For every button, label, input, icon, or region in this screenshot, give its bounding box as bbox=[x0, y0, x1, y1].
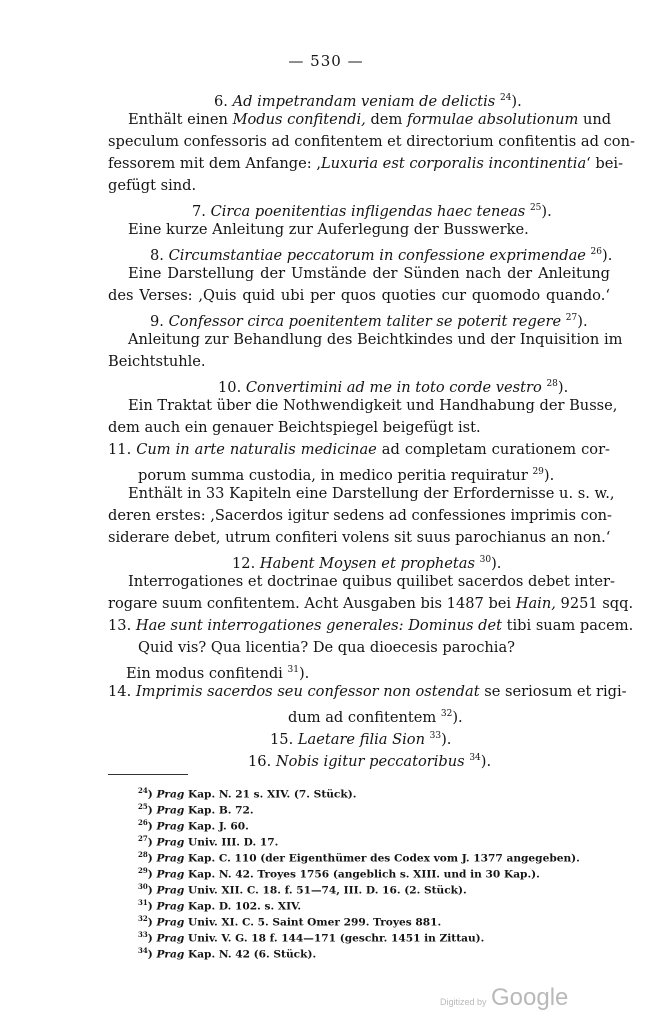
entry-6-line: fessorem mit dem Anfange: ,Luxuria est corporalis incontinentia‘ bei- bbox=[108, 155, 624, 172]
page-number: — 530 — bbox=[288, 52, 364, 70]
entry-6-line: gefügt sind. bbox=[108, 177, 197, 194]
digitized-watermark: Digitized by Google bbox=[440, 984, 569, 1011]
footnote: $^{24}$) Prag Kap. N. 21 s. XIV. (7. Stück). bbox=[138, 786, 357, 801]
entry-11-heading: 11. Cum in arte naturalis medicinae ad completam curationem cor- bbox=[108, 441, 610, 458]
entry-6-line: speculum confessoris ad confitentem et directorium confitentis ad con- bbox=[108, 133, 635, 150]
entry-11-line: siderare debet, utrum confiteri volens sit suus parochianus an non.‘ bbox=[108, 529, 611, 546]
footnote: $^{33}$) Prag Univ. V. G. 18 f. 144—171 (geschr. 1451 in Zittau). bbox=[138, 930, 485, 945]
entry-8-heading: 8. Circumstantiae peccatorum in confessione exprimendae $^{26}$). bbox=[150, 246, 613, 264]
entry-12-line: Interrogationes et doctrinae quibus quilibet sacerdos debet inter- bbox=[128, 573, 615, 590]
footnote: $^{25}$) Prag Kap. B. 72. bbox=[138, 802, 254, 817]
entry-15-heading: 15. Laetare filia Sion $^{33}$). bbox=[270, 730, 452, 748]
footnote: $^{29}$) Prag Kap. N. 42. Troyes 1756 (angeblich s. XIII. und in 30 Kap.). bbox=[138, 866, 540, 881]
entry-8-line: Eine Darstellung der Umstände der Sünden nach der Anleitung bbox=[128, 265, 610, 282]
entry-14-heading: 14. Imprimis sacerdos seu confessor non ostendat se seriosum et rigi- bbox=[108, 683, 627, 700]
entry-16-heading: 16. Nobis igitur peccatoribus $^{34}$). bbox=[248, 752, 492, 770]
footnote: $^{26}$) Prag Kap. J. 60. bbox=[138, 818, 249, 833]
entry-12-heading: 12. Habent Moysen et prophetas $^{30}$). bbox=[232, 554, 502, 572]
footnote: $^{32}$) Prag Univ. XI. C. 5. Saint Omer 299. Troyes 881. bbox=[138, 914, 442, 929]
entry-7-desc: Eine kurze Anleitung zur Auferlegung der Busswerke. bbox=[128, 221, 529, 238]
entry-9-heading: 9. Confessor circa poenitentem taliter se poterit regere $^{27}$). bbox=[150, 312, 588, 330]
footnote: $^{34}$) Prag Kap. N. 42 (6. Stück). bbox=[138, 946, 317, 961]
entry-10-line: dem auch ein genauer Beichtspiegel beigefügt ist. bbox=[108, 419, 481, 436]
footnote: $^{31}$) Prag Kap. D. 102. s. XIV. bbox=[138, 898, 302, 913]
entry-6-heading: 6. Ad impetrandam veniam de delictis $^{24}$). bbox=[214, 92, 522, 110]
entry-10-heading: 10. Convertimini ad me in toto corde vestro $^{28}$). bbox=[218, 378, 569, 396]
footnote: $^{28}$) Prag Kap. C. 110 (der Eigenthümer des Codex vom J. 1377 angegeben). bbox=[138, 850, 580, 865]
entry-9-line: Anleitung zur Behandlung des Beichtkindes und der Inquisition im bbox=[128, 331, 623, 348]
entry-8-line: des Verses: ,Quis quid ubi per quos quoties cur quomodo quando.‘ bbox=[108, 287, 610, 304]
entry-13-line: Ein modus confitendi $^{31}$). bbox=[126, 664, 310, 682]
entry-14-line: dum ad confitentem $^{32}$). bbox=[288, 708, 463, 726]
entry-11-line: deren erstes: ,Sacerdos igitur sedens ad confessiones imprimis con- bbox=[108, 507, 612, 524]
footnote: $^{30}$) Prag Univ. XII. C. 18. f. 51—74, III. D. 16. (2. Stück). bbox=[138, 882, 467, 897]
entry-12-line: rogare suum confitentem. Acht Ausgaben bis 1487 bei Hain, 9251 sqq. bbox=[108, 595, 634, 612]
entry-11-line: Enthält in 33 Kapiteln eine Darstellung der Erfordernisse u. s. w., bbox=[128, 485, 615, 502]
entry-13-heading: 13. Hae sunt interrogationes generales: Dominus det tibi suam pacem. bbox=[108, 617, 634, 634]
footnote-rule bbox=[108, 774, 188, 775]
entry-9-line: Beichtstuhle. bbox=[108, 353, 206, 370]
entry-6-line: Enthält einen Modus confitendi, dem formulae absolutionum und bbox=[128, 111, 612, 128]
entry-7-heading: 7. Circa poenitentias infligendas haec teneas $^{25}$). bbox=[192, 202, 552, 220]
entry-10-line: Ein Traktat über die Nothwendigkeit und Handhabung der Busse, bbox=[128, 397, 618, 414]
entry-13-line: Quid vis? Qua licentia? De qua dioecesis parochia? bbox=[138, 639, 515, 656]
entry-11-line: porum summa custodia, in medico peritia requiratur $^{29}$). bbox=[138, 466, 555, 484]
footnote: $^{27}$) Prag Univ. III. D. 17. bbox=[138, 834, 279, 849]
